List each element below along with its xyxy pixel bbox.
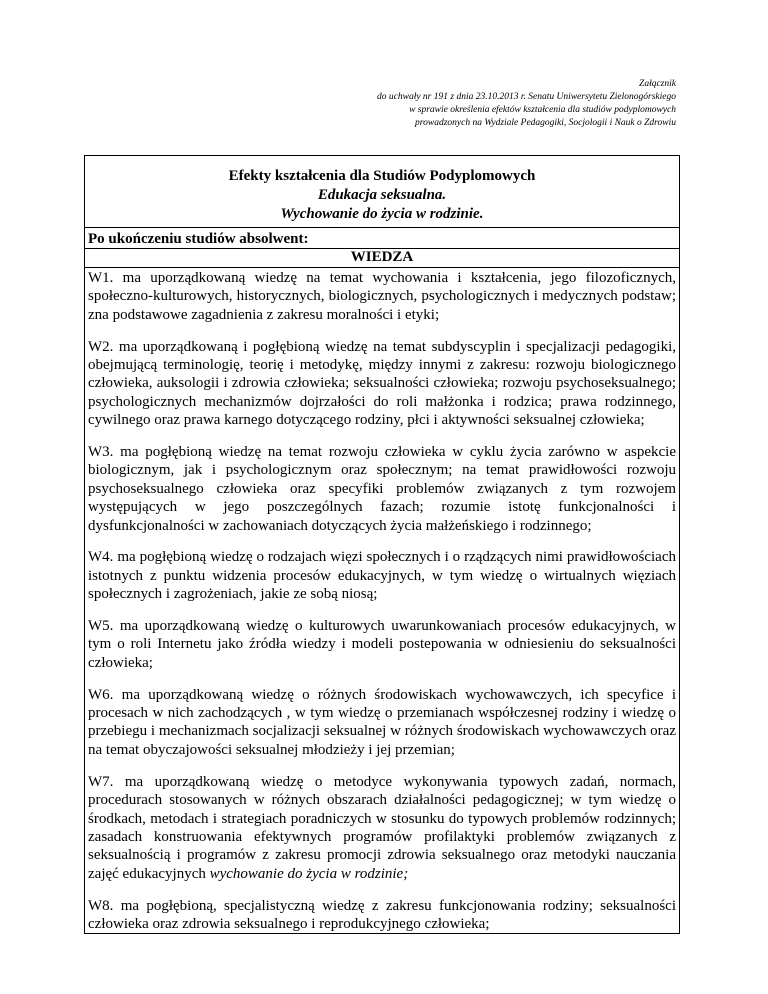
learning-outcomes-table (84, 155, 680, 934)
outcome-item: W7. ma uporządkowaną wiedzę o metodyce wykonywania typowych zadań, normach, procedurach stosowanych w różnych obszarach działalności pedagogicznej; w tym wiedzę o środkach, metodach i strategiach poradniczych w stosunku do typowych problemów rodzinnych; zasadach konstruowania efektywnych programów profilaktyki problemów związanych z seksualnością i programów z zakresu promocji zdrowia seksualnego oraz metodyki nauczania zajęć edukacyjnych wychowanie do życia w rodzinie; (88, 773, 676, 882)
outcome-item: W2. ma uporządkowaną i pogłębioną wiedzę na temat subdyscyplin i specjalizacji pedagogiki, obejmującą terminologię, teorię i metodykę, między innymi z zakresu: rozwoju biologicznego człowieka, auksologii i zdrowia człowieka; seksualności człowieka; rozwoju psychoseksualnego; psychologicznych mechanizmów dojrzałości do roli małżonka i rodzica; prawa rodzinnego, cywilnego oraz prawa karnego dotyczącego rodziny, płci i aktywności seksualnej człowieka; (88, 338, 676, 429)
outcomes-list (85, 267, 679, 933)
table-header (85, 156, 679, 228)
annex-line: w sprawie określenia efektów kształcenia dla studiów podyplomowych (409, 105, 676, 115)
outcome-item: W6. ma uporządkowaną wiedzę o różnych środowiskach wychowawczych, ich specyfice i procesach w nich zachodzących , w tym wiedzę o przemianach współczesnej rodziny i wiedzę o przebiegu i mechanizmach socjalizacji seksualnej w różnych środowiskach wychowawczych oraz na temat obyczajowości seksualnej młodzieży i jej przemian; (88, 686, 676, 758)
outcome-item: W1. ma uporządkowaną wiedzę na temat wychowania i kształcenia, jego filozoficznych, społeczno-kulturowych, historycznych, biologicznych, psychologicznych i medycznych podstaw; zna podstawowe zagadnienia z zakresu moralności i etyki; (88, 270, 676, 323)
annex-line: Załącznik (639, 79, 676, 89)
annex-line: prowadzonych na Wydziale Pedagogiki, Socjologii i Nauk o Zdrowiu (415, 118, 676, 128)
document-title: Efekty kształcenia dla Studiów Podyplomowych (228, 168, 536, 184)
section-title-wiedza: WIEDZA (85, 248, 679, 267)
outcome-item: W8. ma pogłębioną, specjalistyczną wiedzę z zakresu funkcjonowania rodziny; seksualności człowieka oraz zdrowia seksualnego i reprodukcyjnego człowieka; (88, 897, 676, 932)
annex-line: do uchwały nr 191 z dnia 23.10.2013 r. Senatu Uniwersytetu Zielonogórskiego (377, 92, 676, 102)
after-studies-label: Po ukończeniu studiów absolwent: (88, 231, 309, 247)
document-subtitle-2: Wychowanie do życia w rodzinie. (280, 206, 484, 222)
document-subtitle-1: Edukacja seksualna. (317, 187, 447, 203)
outcome-item: W3. ma pogłębioną wiedzę na temat rozwoju człowieka w cyklu życia zarówno w aspekcie biologicznym, jak i psychologicznym oraz społecznym; na temat prawidłowości rozwoju psychoseksualnego człowieka oraz specyfiki problemów związanych z tym rozwojem występujących w jego poszczególnych fazach; rozumie istotę funkcjonalności i dysfunkcjonalności w zachowaniach dotyczących życia małżeńskiego i rodzinnego; (88, 444, 676, 534)
annex-note (256, 78, 676, 130)
outcome-item: W4. ma pogłębioną wiedzę o rodzajach więzi społecznych i o rządzących nimi prawidłowościach istotnych z punktu widzenia procesów edukacyjnych, w tym wiedzę o wirtualnych więziach społecznych i zagrożeniach, jakie ze sobą niosą; (88, 549, 676, 603)
outcome-item: W5. ma uporządkowaną wiedzę o kulturowych uwarunkowaniach procesów edukacyjnych, w tym o roli Internetu jako źródła wiedzy i modeli postepowania w odniesieniu do seksualności człowieka; (88, 618, 676, 671)
